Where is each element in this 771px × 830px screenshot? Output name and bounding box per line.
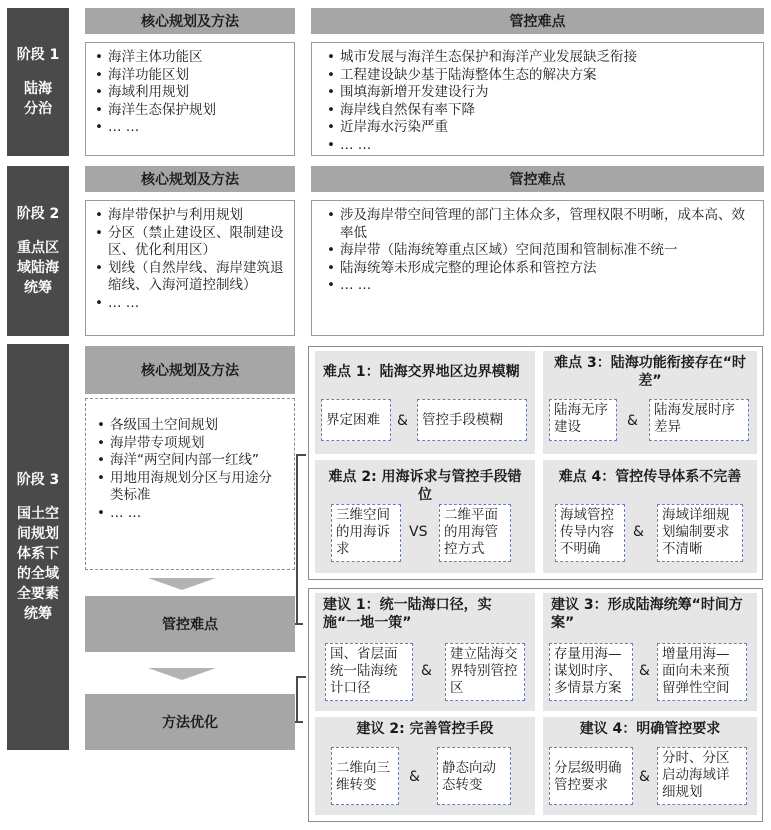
- row2-methods-box: [85, 200, 295, 336]
- versus-operator: VS: [409, 524, 428, 540]
- stage-1-label: [7, 8, 69, 156]
- suggestion-left-item: 存量用海—谋划时序、多情景方案: [549, 643, 633, 701]
- list-item: • 海洋功能区划: [94, 67, 286, 85]
- and-operator: &: [409, 769, 420, 785]
- difficulty-right-item: 陆海发展时序差异: [649, 399, 749, 441]
- stage-1-number: 阶段 1: [16, 47, 60, 63]
- list-item: • 用地用海规划分区与用途分类标准: [96, 470, 284, 505]
- suggestion-panel-1: [315, 593, 535, 711]
- row1-methods-box: [85, 42, 295, 156]
- list-item: • 近岸海水污染严重: [326, 119, 749, 137]
- list-item: • 涉及海岸带空间管理的部门主体众多，管理权限不明晰，成本高、效率低: [326, 207, 749, 242]
- and-operator: &: [639, 663, 650, 679]
- list-item: • 海洋“两空间内部一红线”: [96, 452, 284, 470]
- difficulty-right-item: 二维平面的用海管控方式: [439, 504, 511, 562]
- difficulty-title: 难点 4：管控传导体系不完善: [558, 469, 742, 485]
- stage-3-label: [7, 344, 69, 750]
- stage-3-name-line: 统筹: [24, 606, 52, 622]
- difficulty-right-item: 海域详细规划编制要求不清晰: [657, 504, 743, 562]
- down-arrow-icon: [148, 578, 216, 590]
- stage-2-name-line: 重点区: [17, 240, 59, 256]
- and-operator: &: [639, 769, 650, 785]
- stage-2-name-line: 统筹: [24, 280, 52, 296]
- suggestion-title: 建议 1：统一陆海口径，实施“一地一策”: [323, 597, 492, 631]
- stage-3-name-line: 全要素: [17, 586, 59, 602]
- difficulty-panel-3: [543, 351, 757, 454]
- flow-step-difficulties: 管控难点: [85, 596, 295, 652]
- stage-3-name-line: 体系下: [17, 546, 59, 562]
- difficulty-right-item: 管控手段模糊: [417, 399, 527, 441]
- stage-1-name-line: 陆海: [24, 81, 52, 97]
- list-item: • 城市发展与海洋生态保护和海洋产业发展缺乏衔接: [326, 49, 749, 67]
- list-item: • 海域利用规划: [94, 84, 286, 102]
- and-operator: &: [397, 413, 408, 429]
- suggestion-title: 建议 2: 完善管控手段: [356, 721, 494, 737]
- list-item: • 海岸带（陆海统筹重点区域）空间范围和管制标准不统一: [326, 242, 749, 260]
- list-item: • 围填海新增开发建设行为: [326, 84, 749, 102]
- stage-2-number: 阶段 2: [16, 206, 60, 222]
- row3-methods-box: [85, 398, 295, 570]
- list-item: • … …: [326, 277, 749, 295]
- stage-3-name-line: 间规划: [17, 526, 59, 542]
- stage-2-label: [7, 166, 69, 336]
- suggestion-right-item: 增量用海—面向未来预留弹性空间: [657, 643, 747, 701]
- list-item: • 工程建设缺少基于陆海整体生态的解决方案: [326, 67, 749, 85]
- suggestion-left-item: 二维向三维转变: [331, 747, 399, 805]
- list-item: • … …: [94, 119, 286, 137]
- row1-difficulties-box: [311, 42, 764, 156]
- difficulty-title: 难点 2: 用海诉求与管控手段错位: [328, 469, 522, 503]
- connector-line: [296, 676, 298, 722]
- difficulty-left-item: 海域管控传导内容不明确: [555, 504, 625, 562]
- list-item: • 海岸带专项规划: [96, 435, 284, 453]
- stage-1-name-line: 分治: [24, 101, 52, 117]
- difficulty-title: 难点 3：陆海功能衔接存在“时差”: [554, 355, 746, 389]
- down-arrow-icon: [148, 668, 216, 680]
- suggestion-panel-2: [315, 717, 535, 815]
- list-item: • … …: [94, 295, 286, 313]
- suggestion-panel-4: [543, 717, 757, 815]
- suggestion-left-item: 国、省层面统一陆海统计口径: [325, 643, 413, 701]
- list-item: • 海洋生态保护规划: [94, 102, 286, 120]
- suggestion-panel-3: [543, 593, 757, 711]
- connector-line: [296, 454, 298, 624]
- list-item: • 海岸带保护与利用规划: [94, 207, 286, 225]
- difficulty-panel-1: [315, 351, 535, 454]
- suggestion-title: 建议 3：形成陆海统筹“时间方案”: [551, 597, 743, 631]
- suggestion-right-item: 建立陆海交界特别管控区: [445, 643, 525, 701]
- list-item: • … …: [96, 505, 284, 523]
- difficulty-left-item: 界定困难: [321, 399, 391, 441]
- row3-methods-header: 核心规划及方法: [85, 346, 295, 394]
- list-item: • … …: [326, 137, 749, 155]
- row1-difficulties-header: 管控难点: [311, 8, 764, 34]
- row2-difficulties-box: [311, 200, 764, 336]
- stage-2-name-line: 域陆海: [17, 260, 59, 276]
- list-item: • 各级国土空间规划: [96, 417, 284, 435]
- suggestion-title: 建议 4：明确管控要求: [579, 721, 721, 737]
- connector-line: [296, 676, 306, 678]
- stage-3-name-line: 国土空: [17, 506, 59, 522]
- stage-3-name-line: 的全域: [17, 566, 59, 582]
- difficulty-panel-4: [543, 460, 757, 573]
- connector-line: [296, 454, 306, 456]
- row2-difficulties-header: 管控难点: [311, 166, 764, 192]
- list-item: • 分区（禁止建设区、限制建设区、优化利用区）: [94, 225, 286, 260]
- and-operator: &: [421, 663, 432, 679]
- suggestion-right-item: 静态向动态转变: [437, 747, 511, 805]
- suggestion-right-item: 分时、分区启动海域详细规划: [657, 747, 747, 805]
- list-item: • 划线（自然岸线、海岸建筑退缩线、入海河道控制线）: [94, 260, 286, 295]
- difficulty-left-item: 陆海无序建设: [549, 399, 617, 441]
- difficulty-left-item: 三维空间的用海诉求: [331, 504, 401, 562]
- flow-step-method-optimization: 方法优化: [85, 694, 295, 750]
- list-item: • 陆海统筹未形成完整的理论体系和管控方法: [326, 260, 749, 278]
- list-item: • 海洋主体功能区: [94, 49, 286, 67]
- difficulty-title: 难点 1：陆海交界地区边界模糊: [323, 364, 520, 380]
- difficulty-panel-2: [315, 460, 535, 573]
- suggestion-left-item: 分层级明确管控要求: [549, 747, 633, 805]
- stage-3-number: 阶段 3: [16, 472, 60, 488]
- and-operator: &: [627, 413, 638, 429]
- row1-methods-header: 核心规划及方法: [85, 8, 295, 34]
- row2-methods-header: 核心规划及方法: [85, 166, 295, 192]
- and-operator: &: [633, 524, 644, 540]
- list-item: • 海岸线自然保有率下降: [326, 102, 749, 120]
